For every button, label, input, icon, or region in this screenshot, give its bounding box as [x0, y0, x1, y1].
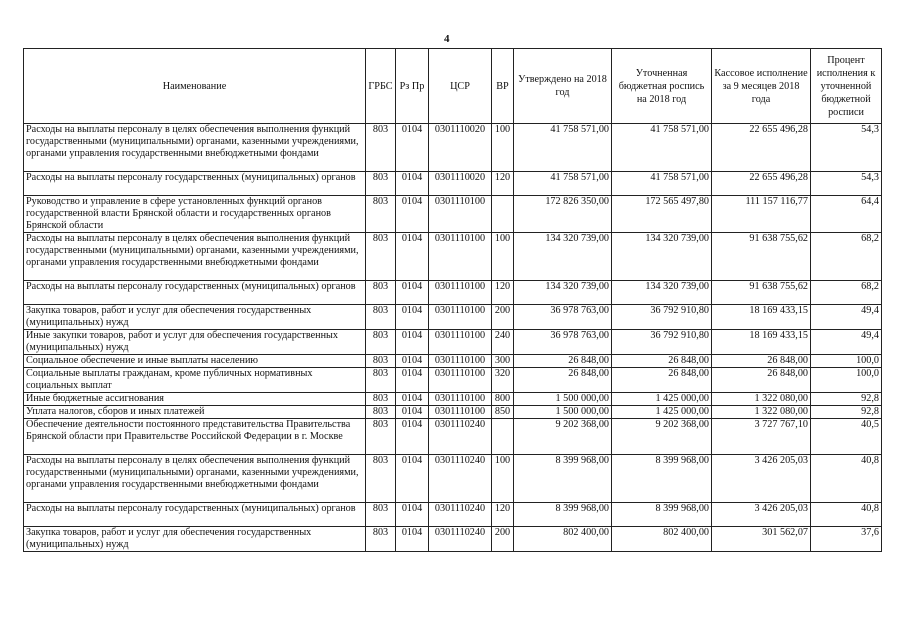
- row-rzpr: 0104: [396, 419, 429, 455]
- table-row: [24, 124, 882, 172]
- row-specified: 36 792 910,80: [612, 330, 712, 355]
- row-grbs: 803: [366, 124, 396, 172]
- row-specified: 41 758 571,00: [612, 124, 712, 172]
- row-approved: 134 320 739,00: [514, 281, 612, 305]
- row-specified: 172 565 497,80: [612, 196, 712, 233]
- row-specified: 41 758 571,00: [612, 172, 712, 196]
- row-csr: 0301110100: [429, 368, 492, 393]
- row-approved: 8 399 968,00: [514, 455, 612, 503]
- row-cash: 3 727 767,10: [712, 419, 811, 455]
- row-name: Расходы на выплаты персоналу в целях обеспечения выполнения функций государственными (муниципальными) органами, казенными учреждениями, органами управления государственными внебюджетными фондами: [24, 124, 366, 172]
- row-name: Уплата налогов, сборов и иных платежей: [24, 406, 366, 419]
- row-csr: 0301110020: [429, 124, 492, 172]
- row-specified: 134 320 739,00: [612, 233, 712, 281]
- row-cash: 91 638 755,62: [712, 281, 811, 305]
- row-cash: 18 169 433,15: [712, 330, 811, 355]
- budget-table: [23, 48, 882, 552]
- row-rzpr: 0104: [396, 305, 429, 330]
- table-body: [24, 124, 882, 552]
- row-grbs: 803: [366, 355, 396, 368]
- row-vr: [492, 419, 514, 455]
- row-cash: 26 848,00: [712, 368, 811, 393]
- row-cash: 1 322 080,00: [712, 393, 811, 406]
- row-csr: 0301110100: [429, 196, 492, 233]
- table-row: [24, 355, 882, 368]
- row-vr: 200: [492, 305, 514, 330]
- table-row: [24, 455, 882, 503]
- table-row: [24, 172, 882, 196]
- row-csr: 0301110100: [429, 233, 492, 281]
- row-csr: 0301110100: [429, 305, 492, 330]
- row-cash: 22 655 496,28: [712, 172, 811, 196]
- row-vr: 100: [492, 233, 514, 281]
- row-cash: 301 562,07: [712, 527, 811, 552]
- row-rzpr: 0104: [396, 527, 429, 552]
- row-approved: 41 758 571,00: [514, 124, 612, 172]
- row-percent: 92,8: [811, 393, 882, 406]
- row-approved: 172 826 350,00: [514, 196, 612, 233]
- row-vr: 100: [492, 455, 514, 503]
- row-vr: 120: [492, 503, 514, 527]
- row-rzpr: 0104: [396, 368, 429, 393]
- header-name: Наименование: [24, 49, 366, 124]
- row-vr: 120: [492, 281, 514, 305]
- row-rzpr: 0104: [396, 196, 429, 233]
- header-cash: Кассовое исполнение за 9 месяцев 2018 года: [712, 49, 811, 124]
- row-csr: 0301110100: [429, 330, 492, 355]
- header-percent: Процент исполнения к уточненной бюджетной росписи: [811, 49, 882, 124]
- row-name: Закупка товаров, работ и услуг для обеспечения государственных (муниципальных) нужд: [24, 305, 366, 330]
- row-vr: 200: [492, 527, 514, 552]
- row-approved: 1 500 000,00: [514, 393, 612, 406]
- row-percent: 54,3: [811, 172, 882, 196]
- row-approved: 1 500 000,00: [514, 406, 612, 419]
- row-vr: [492, 196, 514, 233]
- header-row: [24, 49, 882, 124]
- row-vr: 300: [492, 355, 514, 368]
- row-grbs: 803: [366, 281, 396, 305]
- row-specified: 134 320 739,00: [612, 281, 712, 305]
- row-grbs: 803: [366, 455, 396, 503]
- row-percent: 64,4: [811, 196, 882, 233]
- table-row: [24, 393, 882, 406]
- row-percent: 49,4: [811, 330, 882, 355]
- table-row: [24, 419, 882, 455]
- row-grbs: 803: [366, 196, 396, 233]
- header-grbs: ГРБС: [366, 49, 396, 124]
- row-cash: 18 169 433,15: [712, 305, 811, 330]
- row-percent: 40,8: [811, 503, 882, 527]
- row-approved: 9 202 368,00: [514, 419, 612, 455]
- row-approved: 802 400,00: [514, 527, 612, 552]
- table-row: [24, 233, 882, 281]
- row-specified: 802 400,00: [612, 527, 712, 552]
- row-cash: 26 848,00: [712, 355, 811, 368]
- row-csr: 0301110240: [429, 455, 492, 503]
- row-csr: 0301110100: [429, 281, 492, 305]
- row-specified: 1 425 000,00: [612, 393, 712, 406]
- row-rzpr: 0104: [396, 503, 429, 527]
- row-rzpr: 0104: [396, 455, 429, 503]
- row-specified: 8 399 968,00: [612, 455, 712, 503]
- table-row: [24, 281, 882, 305]
- row-grbs: 803: [366, 305, 396, 330]
- row-csr: 0301110100: [429, 393, 492, 406]
- row-name: Обеспечение деятельности постоянного представительства Правительства Брянской области при Правительстве Российской Федерации в г. Москве: [24, 419, 366, 455]
- row-cash: 3 426 205,03: [712, 455, 811, 503]
- row-approved: 36 978 763,00: [514, 330, 612, 355]
- row-percent: 49,4: [811, 305, 882, 330]
- row-vr: 100: [492, 124, 514, 172]
- row-specified: 36 792 910,80: [612, 305, 712, 330]
- row-vr: 800: [492, 393, 514, 406]
- row-grbs: 803: [366, 368, 396, 393]
- row-grbs: 803: [366, 330, 396, 355]
- row-rzpr: 0104: [396, 281, 429, 305]
- row-name: Расходы на выплаты персоналу государственных (муниципальных) органов: [24, 172, 366, 196]
- row-vr: 850: [492, 406, 514, 419]
- table-row: [24, 527, 882, 552]
- row-csr: 0301110100: [429, 406, 492, 419]
- row-rzpr: 0104: [396, 330, 429, 355]
- page-number: 4: [444, 33, 450, 45]
- header-approved: Утверждено на 2018 год: [514, 49, 612, 124]
- row-csr: 0301110240: [429, 419, 492, 455]
- row-percent: 100,0: [811, 368, 882, 393]
- row-csr: 0301110020: [429, 172, 492, 196]
- row-name: Расходы на выплаты персоналу государственных (муниципальных) органов: [24, 281, 366, 305]
- row-cash: 1 322 080,00: [712, 406, 811, 419]
- row-grbs: 803: [366, 393, 396, 406]
- row-rzpr: 0104: [396, 233, 429, 281]
- row-name: Социальное обеспечение и иные выплаты населению: [24, 355, 366, 368]
- row-name: Расходы на выплаты персоналу в целях обеспечения выполнения функций государственными (муниципальными) органами, казенными учреждениями, органами управления государственными внебюджетными фондами: [24, 455, 366, 503]
- row-name: Закупка товаров, работ и услуг для обеспечения государственных (муниципальных) нужд: [24, 527, 366, 552]
- row-percent: 40,5: [811, 419, 882, 455]
- row-name: Расходы на выплаты персоналу в целях обеспечения выполнения функций государственными (муниципальными) органами, казенными учреждениями, органами управления государственными внебюджетными фондами: [24, 233, 366, 281]
- table-row: [24, 330, 882, 355]
- row-percent: 92,8: [811, 406, 882, 419]
- row-rzpr: 0104: [396, 172, 429, 196]
- table-row: [24, 305, 882, 330]
- row-percent: 68,2: [811, 281, 882, 305]
- row-cash: 22 655 496,28: [712, 124, 811, 172]
- row-approved: 26 848,00: [514, 368, 612, 393]
- row-grbs: 803: [366, 172, 396, 196]
- row-grbs: 803: [366, 503, 396, 527]
- row-grbs: 803: [366, 233, 396, 281]
- row-percent: 68,2: [811, 233, 882, 281]
- row-specified: 1 425 000,00: [612, 406, 712, 419]
- header-vr: ВР: [492, 49, 514, 124]
- row-name: Социальные выплаты гражданам, кроме публичных нормативных социальных выплат: [24, 368, 366, 393]
- row-cash: 91 638 755,62: [712, 233, 811, 281]
- table-row: [24, 406, 882, 419]
- row-vr: 320: [492, 368, 514, 393]
- row-cash: 111 157 116,77: [712, 196, 811, 233]
- row-rzpr: 0104: [396, 124, 429, 172]
- row-approved: 8 399 968,00: [514, 503, 612, 527]
- row-name: Расходы на выплаты персоналу государственных (муниципальных) органов: [24, 503, 366, 527]
- row-grbs: 803: [366, 527, 396, 552]
- table-row: [24, 503, 882, 527]
- row-cash: 3 426 205,03: [712, 503, 811, 527]
- row-csr: 0301110240: [429, 503, 492, 527]
- row-percent: 54,3: [811, 124, 882, 172]
- row-specified: 26 848,00: [612, 368, 712, 393]
- row-csr: 0301110100: [429, 355, 492, 368]
- row-specified: 8 399 968,00: [612, 503, 712, 527]
- row-name: Руководство и управление в сфере установленных функций органов государственной власти Брянской области и государственных органов Брянской области: [24, 196, 366, 233]
- header-specified: Уточненная бюджетная роспись на 2018 год: [612, 49, 712, 124]
- row-specified: 26 848,00: [612, 355, 712, 368]
- row-vr: 240: [492, 330, 514, 355]
- table-row: [24, 368, 882, 393]
- row-approved: 36 978 763,00: [514, 305, 612, 330]
- row-rzpr: 0104: [396, 406, 429, 419]
- header-rzpr: Рз Пр: [396, 49, 429, 124]
- row-approved: 41 758 571,00: [514, 172, 612, 196]
- row-rzpr: 0104: [396, 355, 429, 368]
- row-name: Иные закупки товаров, работ и услуг для обеспечения государственных (муниципальных) нужд: [24, 330, 366, 355]
- row-name: Иные бюджетные ассигнования: [24, 393, 366, 406]
- table-row: [24, 196, 882, 233]
- row-rzpr: 0104: [396, 393, 429, 406]
- row-vr: 120: [492, 172, 514, 196]
- row-percent: 40,8: [811, 455, 882, 503]
- row-grbs: 803: [366, 406, 396, 419]
- row-percent: 100,0: [811, 355, 882, 368]
- row-specified: 9 202 368,00: [612, 419, 712, 455]
- row-csr: 0301110240: [429, 527, 492, 552]
- row-approved: 26 848,00: [514, 355, 612, 368]
- row-percent: 37,6: [811, 527, 882, 552]
- row-grbs: 803: [366, 419, 396, 455]
- row-approved: 134 320 739,00: [514, 233, 612, 281]
- header-csr: ЦСР: [429, 49, 492, 124]
